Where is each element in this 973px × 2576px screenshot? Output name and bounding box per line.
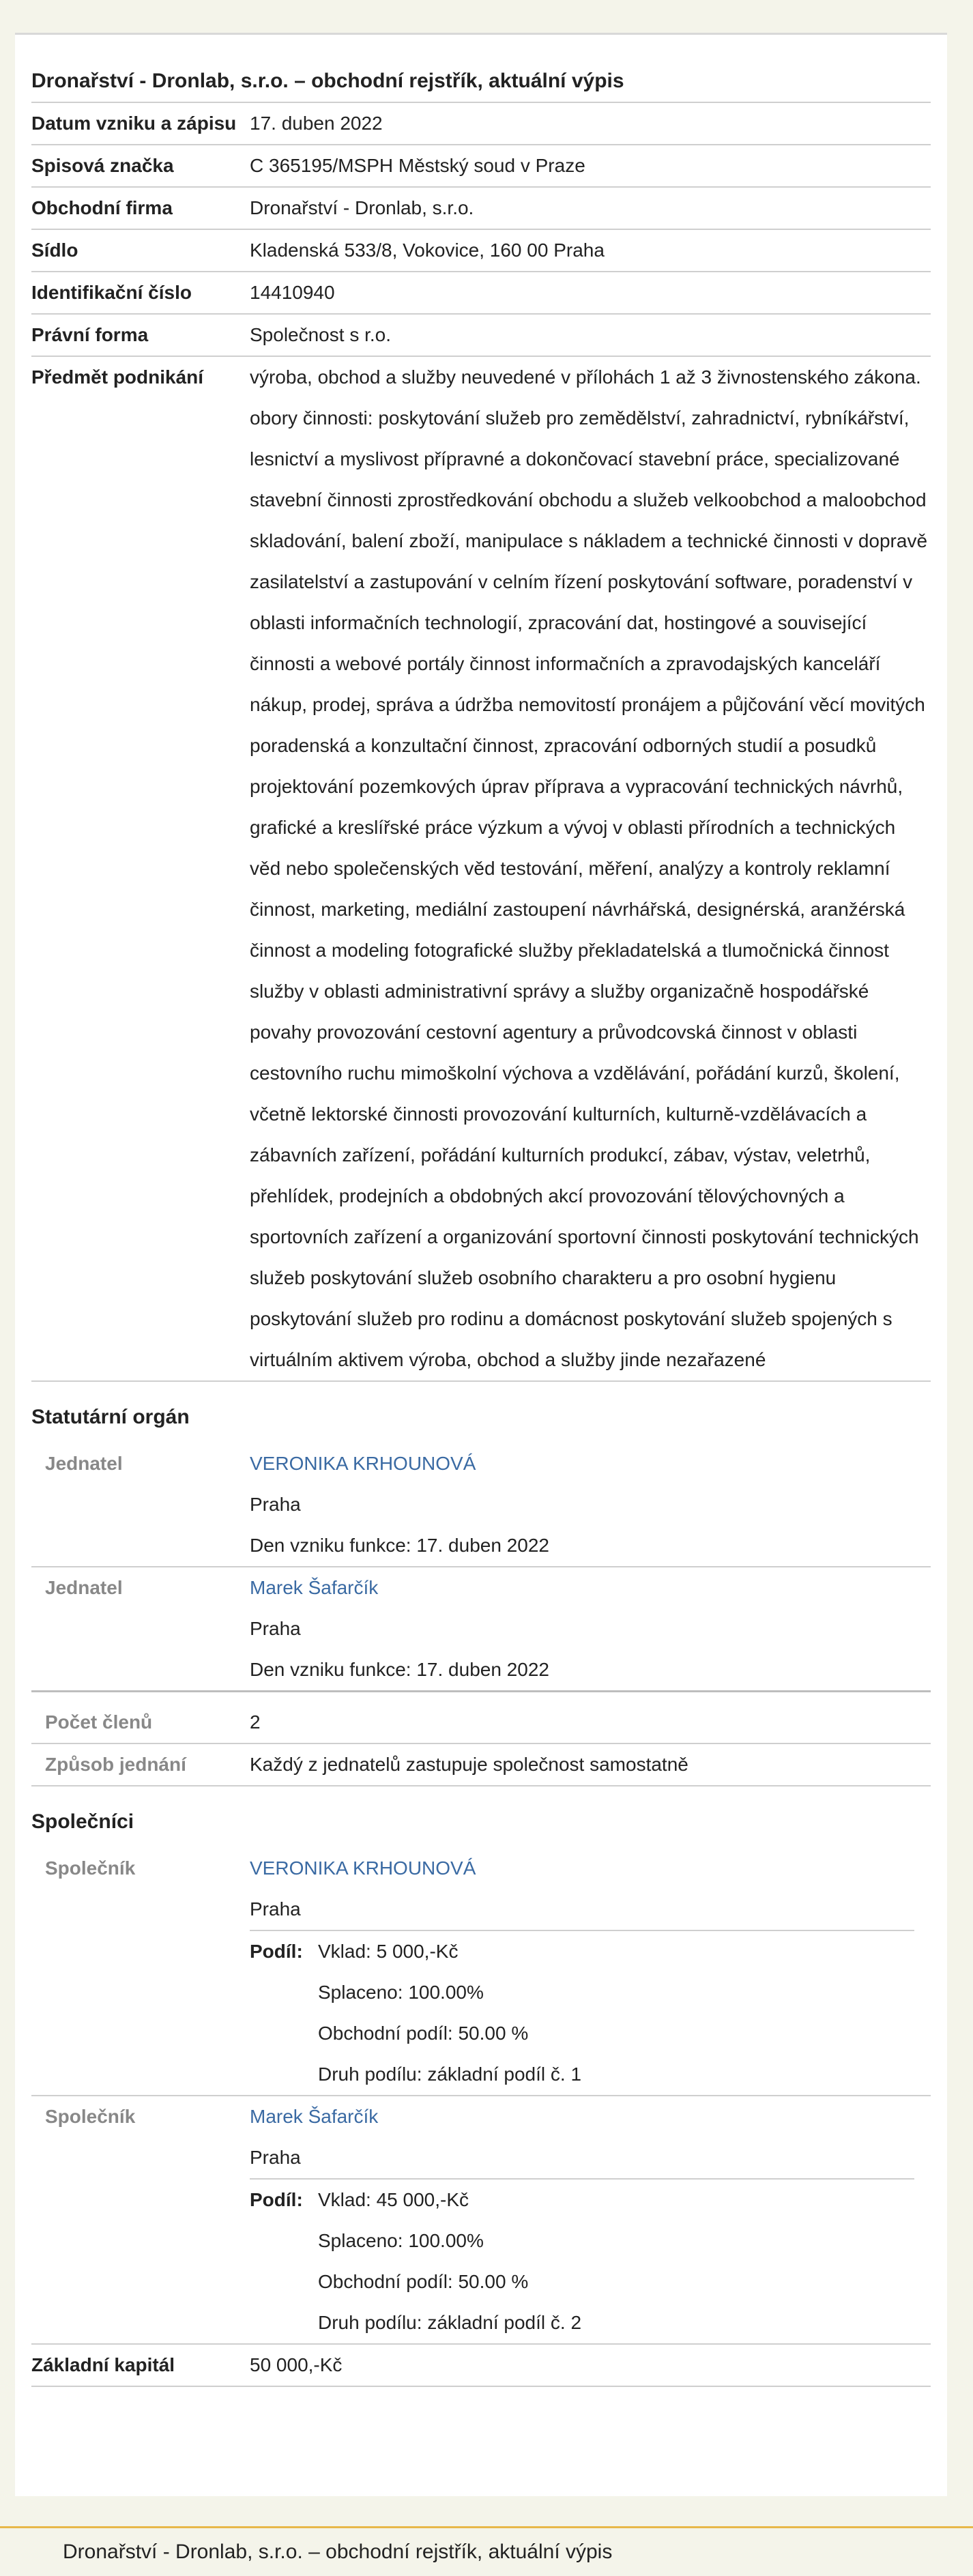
row-spisova-znacka: [31, 145, 931, 188]
footer-title: Dronařství - Dronlab, s.r.o. – obchodní rejstřík, aktuální výpis: [0, 2526, 973, 2575]
spolecnik-member: [31, 1848, 931, 2096]
heading-statutarni-organ: Statutární orgán: [31, 1406, 190, 1428]
share-druh: Druh podílu: základní podíl č. 1: [318, 2064, 582, 2085]
row-obchodni-firma: [31, 188, 931, 230]
value-pravni-forma: Společnost s r.o.: [250, 324, 392, 345]
member-role: Společník: [45, 1857, 136, 1879]
value-obchodni-firma: Dronařství - Dronlab, s.r.o.: [250, 197, 474, 218]
heading-spolecnici: Společníci: [31, 1810, 134, 1833]
spolecnik-member: [31, 2096, 931, 2345]
share-vklad: Vklad: 45 000,-Kč: [318, 2189, 469, 2210]
member-role: Jednatel: [45, 1577, 123, 1598]
member-role: Jednatel: [45, 1453, 123, 1474]
row-ico: [31, 272, 931, 315]
row-predmet-podnikani: [31, 357, 931, 1382]
member-name-link[interactable]: Marek Šafarčík: [250, 1577, 379, 1598]
value-datum-vzniku: 17. duben 2022: [250, 113, 383, 134]
label-obchodni-firma: Obchodní firma: [31, 197, 173, 218]
share-splaceno: Splaceno: 100.00%: [318, 2230, 484, 2251]
label-zpusob-jednani: Způsob jednání: [45, 1754, 186, 1775]
label-sidlo: Sídlo: [31, 240, 78, 261]
row-zakladni-kapital: [31, 2345, 931, 2387]
share-label: Podíl:: [250, 2189, 303, 2210]
row-datum-vzniku: [31, 103, 931, 145]
member-city: Praha: [250, 1494, 301, 1515]
member-name-link[interactable]: Marek Šafarčík: [250, 2106, 379, 2127]
value-zpusob-jednani: Každý z jednatelů zastupuje společnost samostatně: [250, 1754, 688, 1775]
row-zpusob-jednani: [31, 1744, 931, 1786]
value-sidlo: Kladenská 533/8, Vokovice, 160 00 Praha: [250, 240, 605, 261]
page-title: Dronařství - Dronlab, s.r.o. – obchodní rejstřík, aktuální výpis: [31, 35, 931, 103]
share-block: [250, 1930, 914, 2095]
value-spisova-znacka: C 365195/MSPH Městský soud v Praze: [250, 155, 585, 176]
statutarni-member: [31, 1443, 931, 1567]
label-ico: Identifikační číslo: [31, 282, 192, 303]
share-vklad: Vklad: 5 000,-Kč: [318, 1941, 459, 1962]
share-obchodni-podil: Obchodní podíl: 50.00 %: [318, 2023, 529, 2044]
member-city: Praha: [250, 1618, 301, 1639]
label-datum-vzniku: Datum vzniku a zápisu: [31, 113, 237, 134]
share-obchodni-podil: Obchodní podíl: 50.00 %: [318, 2271, 529, 2292]
member-city: Praha: [250, 1898, 301, 1920]
share-label: Podíl:: [250, 1941, 303, 1962]
share-druh: Druh podílu: základní podíl č. 2: [318, 2312, 582, 2333]
label-pravni-forma: Právní forma: [31, 324, 149, 345]
member-city: Praha: [250, 2147, 301, 2168]
member-role: Společník: [45, 2106, 136, 2127]
row-pravni-forma: [31, 315, 931, 357]
value-zakladni-kapital: 50 000,-Kč: [250, 2354, 343, 2375]
value-ico: 14410940: [250, 282, 335, 303]
label-zakladni-kapital: Základní kapitál: [31, 2354, 175, 2375]
statutarni-member: [31, 1567, 931, 1692]
member-since: Den vzniku funkce: 17. duben 2022: [250, 1535, 549, 1556]
register-extract-card: [15, 33, 947, 2496]
label-spisova-znacka: Spisová značka: [31, 155, 174, 176]
value-predmet-podnikani: výroba, obchod a služby neuvedené v přílohách 1 až 3 živnostenského zákona. obory činnosti: poskytování služeb pro zemědělství, zahradnictví, rybníkářství, lesnictví a myslivost přípravné a dokončovací stavební práce, specializované stavební činnosti zprostředkování obchodu a služeb velkoobchod a maloobchod skladování, balení zboží, manipulace s nákladem a technické činnosti v dopravě zasilatelství a zastupování v celním řízení poskytování software, poradenství v oblasti informačních technologií, zpracování dat, hostingové a související činnosti a webové portály činnost informačních a zpravodajských kanceláří nákup, prodej, správa a údržba nemovitostí pronájem a půjčování věcí movitých poradenská a konzultační činnost, zpracování odborných studií a posudků projektování pozemkových úprav příprava a vypracování technických návrhů, grafické a kreslířské práce výzkum a vývoj v oblasti přírodních a technických věd nebo společenských věd testování, měření, analýzy a kontroly reklamní činnost, marketing, mediální zastoupení návrhářská, designérská, aranžérská činnost a modeling fotografické služby překladatelská a tlumočnická činnost služby v oblasti administrativní správy a služby organizačně hospodářské povahy provozování cestovní agentury a průvodcovská činnost v oblasti cestovního ruchu mimoškolní výchova a vzdělávání, pořádání kurzů, školení, včetně lektorské činnosti provozování kulturních, kulturně-vzdělávacích a zábavních zařízení, pořádání kulturních produkcí, zábav, výstav, veletrhů, přehlídek, prodejních a obdobných akcí provozování tělovýchovných a sportovních zařízení a organizování sportovní činnosti poskytování technických služeb poskytování služeb osobního charakteru a pro osobní hygienu poskytování služeb pro rodinu a domácnost poskytování služeb spojených s virtuálním aktivem výroba, obchod a služby jinde nezařazené: [250, 366, 928, 1370]
member-name-link[interactable]: VERONIKA KRHOUNOVÁ: [250, 1453, 476, 1474]
value-pocet-clenu: 2: [250, 1711, 261, 1733]
share-splaceno: Splaceno: 100.00%: [318, 1982, 484, 2003]
share-block: [250, 2178, 914, 2343]
row-sidlo: [31, 230, 931, 272]
row-pocet-clenu: [31, 1702, 931, 1744]
label-predmet-podnikani: Předmět podnikání: [31, 366, 204, 388]
member-since: Den vzniku funkce: 17. duben 2022: [250, 1659, 549, 1680]
label-pocet-clenu: Počet členů: [45, 1711, 153, 1733]
member-name-link[interactable]: VERONIKA KRHOUNOVÁ: [250, 1857, 476, 1879]
